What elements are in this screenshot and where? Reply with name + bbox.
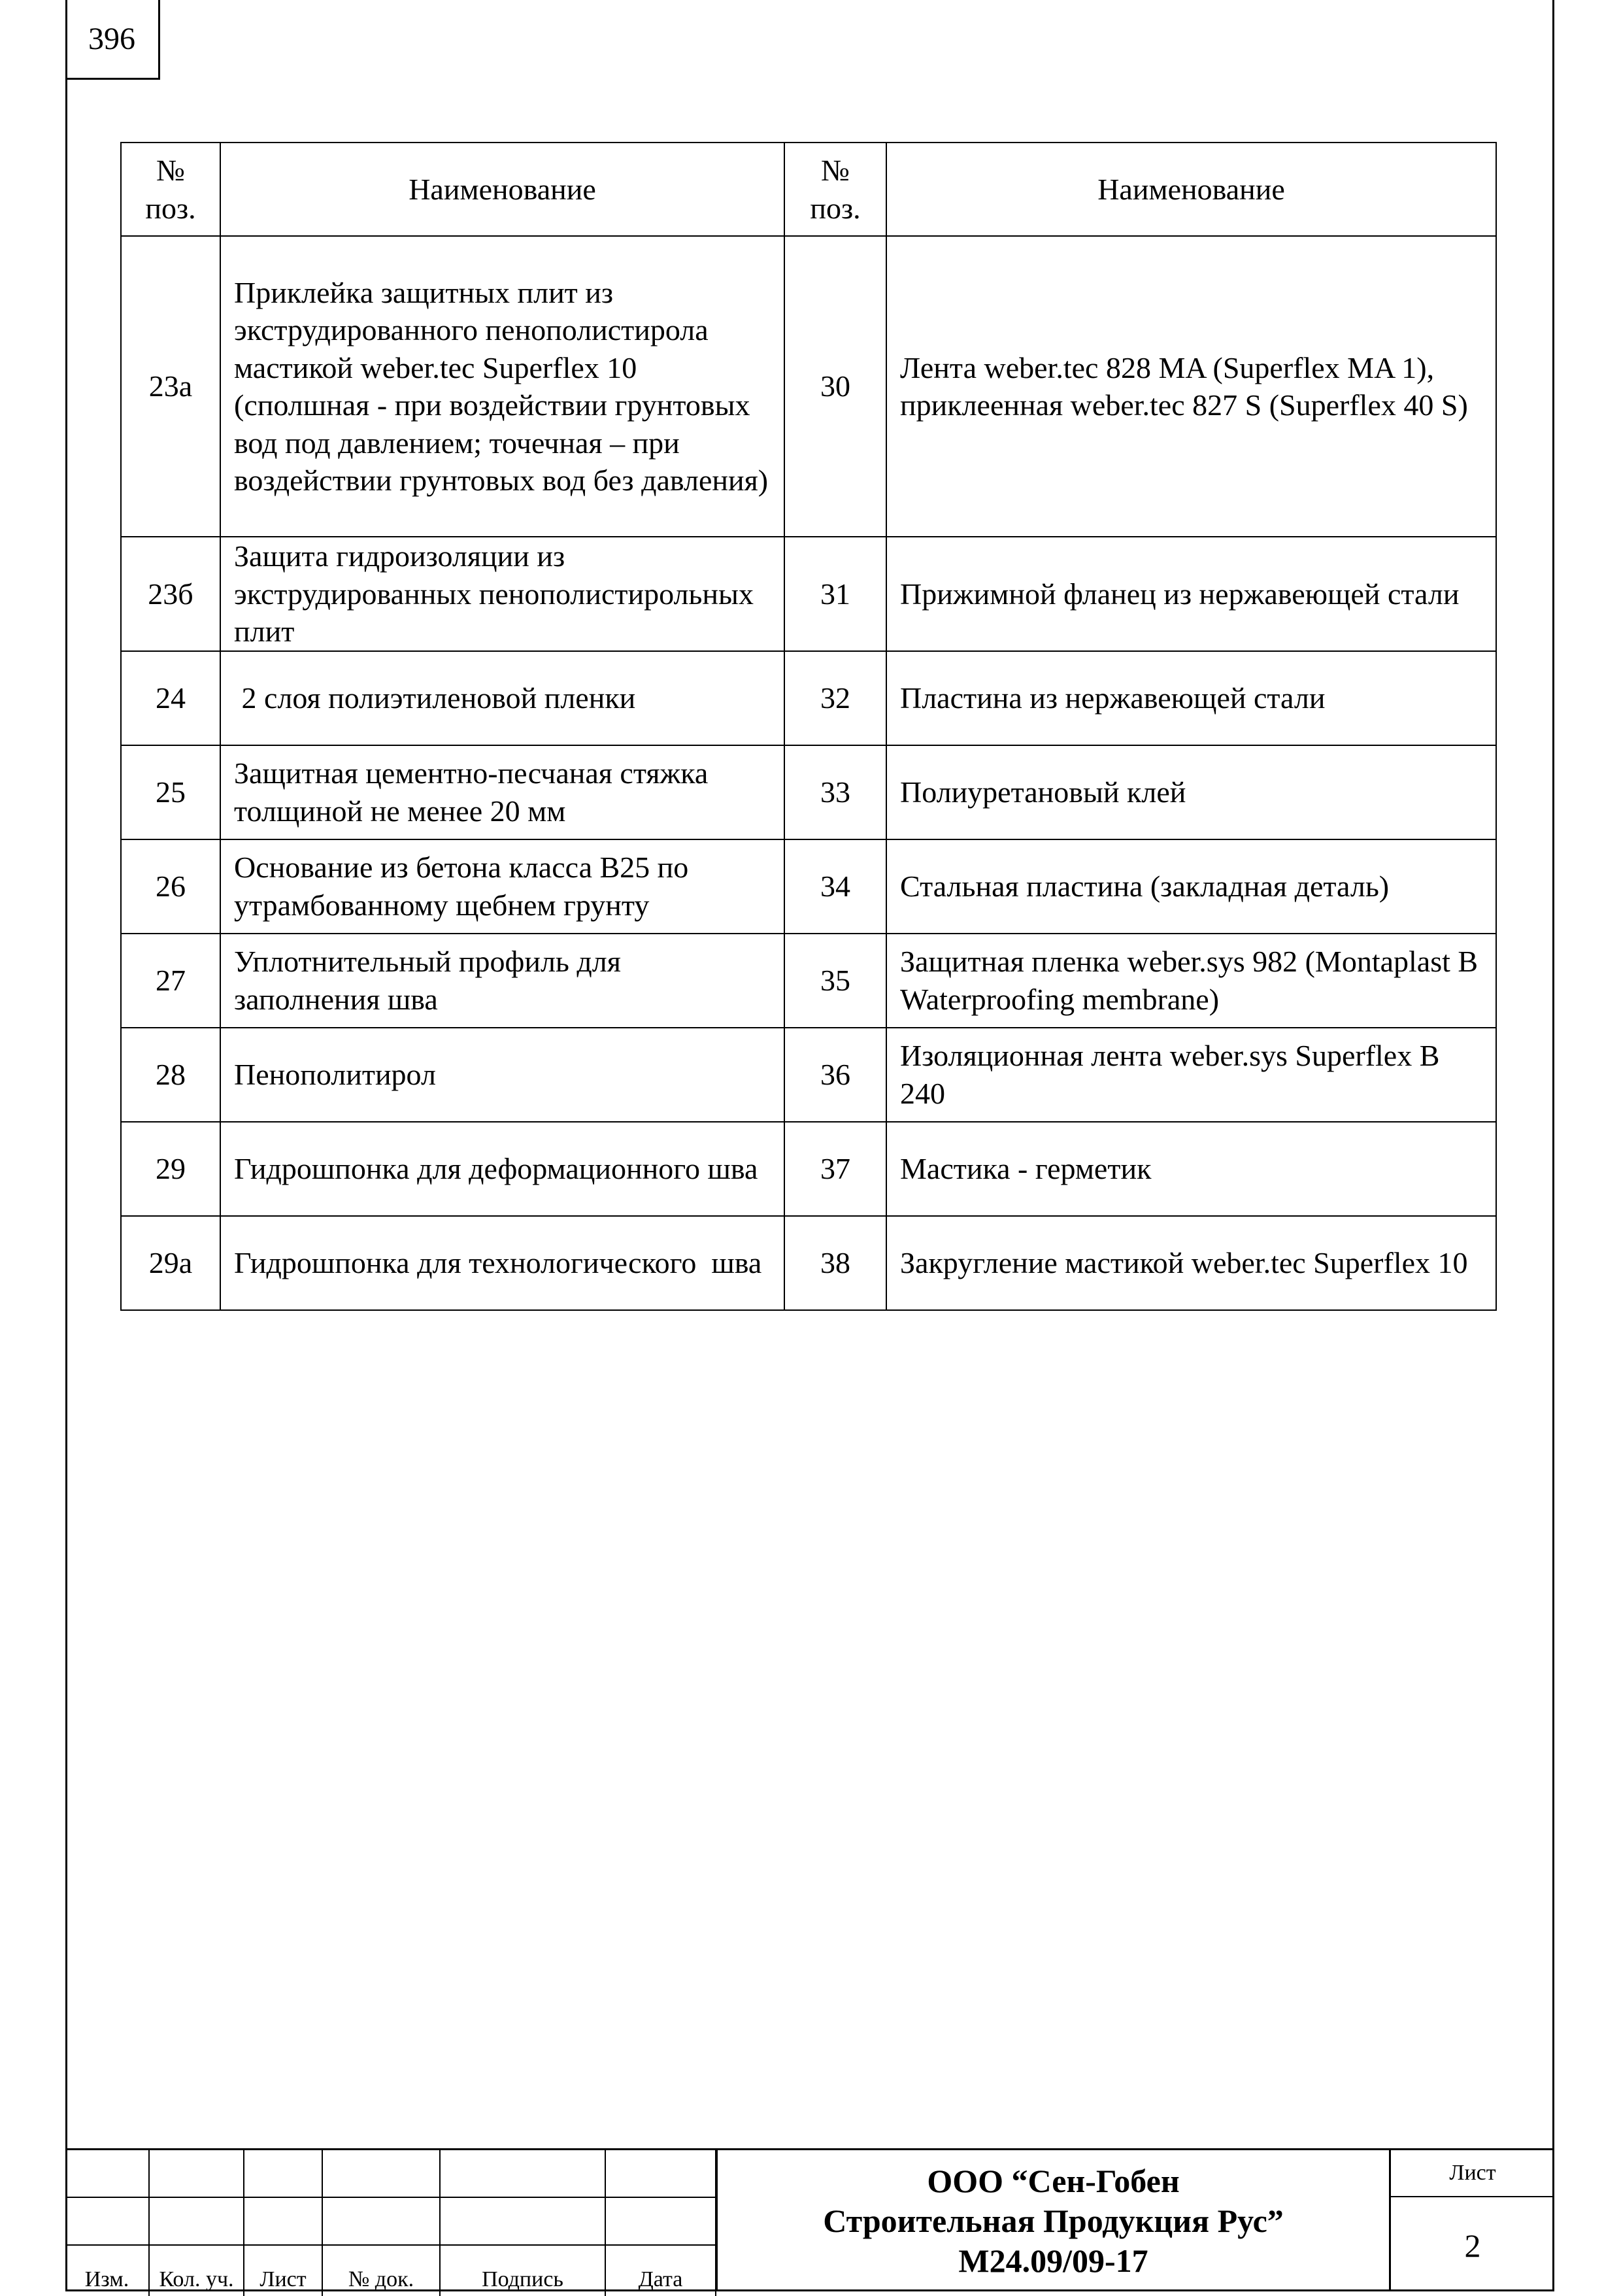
organization-block [716, 2148, 1389, 2291]
table-header-row [121, 143, 1496, 236]
table-row [121, 236, 1496, 537]
table-row [121, 1216, 1496, 1310]
page-number: 396 [65, 0, 160, 80]
position-number: 24 [121, 651, 220, 745]
header-name-right: Наименование [886, 143, 1496, 236]
col-sheet: Лист [244, 2245, 322, 2296]
table-row [121, 745, 1496, 839]
header-num-left: № поз. [121, 143, 220, 236]
specification-table [120, 142, 1497, 1311]
sheet-label: Лист [1391, 2150, 1554, 2197]
position-number: 29а [121, 1216, 220, 1310]
item-name: Защитная цементно-песчаная стяжка толщиной не менее 20 мм [220, 745, 784, 839]
position-number: 29 [121, 1122, 220, 1216]
position-number: 23а [121, 236, 220, 537]
header-num-right: № поз. [784, 143, 886, 236]
item-name: Стальная пластина (закладная деталь) [886, 839, 1496, 934]
sheet-block [1389, 2148, 1554, 2291]
document-code: М24.09/09-17 [958, 2242, 1148, 2279]
item-name: Мастика - герметик [886, 1122, 1496, 1216]
table-row [121, 839, 1496, 934]
item-name: Полиуретановый клей [886, 745, 1496, 839]
col-count: Кол. уч. [149, 2245, 244, 2296]
revision-header-row [65, 2245, 716, 2296]
item-name: Защитная пленка weber.sys 982 (Montaplast B Waterproofing membrane) [886, 934, 1496, 1028]
item-name: Гидрошпонка для технологического шва [220, 1216, 784, 1310]
col-date: Дата [605, 2245, 716, 2296]
table-row [121, 934, 1496, 1028]
item-name: Защита гидроизоляции из экструдированных пенополистирольных плит [220, 537, 784, 651]
item-name: Пластина из нержавеющей стали [886, 651, 1496, 745]
position-number: 33 [784, 745, 886, 839]
position-number: 25 [121, 745, 220, 839]
org-name-line1: ООО “Сен-Гобен [927, 2162, 1180, 2199]
position-number: 36 [784, 1028, 886, 1122]
sheet-number: 2 [1464, 2227, 1481, 2264]
revision-row [65, 2150, 716, 2198]
item-name: Уплотнительный профиль для заполнения шва [220, 934, 784, 1028]
item-name: 2 слоя полиэтиленовой пленки [220, 651, 784, 745]
position-number: 23б [121, 537, 220, 651]
table-row [121, 1122, 1496, 1216]
position-number: 27 [121, 934, 220, 1028]
revision-grid [65, 2148, 716, 2296]
position-number: 37 [784, 1122, 886, 1216]
item-name: Основание из бетона класса В25 по утрамбованному щебнем грунту [220, 839, 784, 934]
item-name: Изоляционная лента weber.sys Superflex B 240 [886, 1028, 1496, 1122]
col-signature: Подпись [440, 2245, 605, 2296]
position-number: 30 [784, 236, 886, 537]
table-row [121, 651, 1496, 745]
position-number: 28 [121, 1028, 220, 1122]
title-block [65, 2148, 1554, 2291]
position-number: 31 [784, 537, 886, 651]
position-number: 34 [784, 839, 886, 934]
col-doc-number: № док. [322, 2245, 440, 2296]
position-number: 35 [784, 934, 886, 1028]
item-name: Приклейка защитных плит из экструдированного пенополистирола мастикой weber.tec Superflex 10 (сполшная - при воздействии грунтовых вод под давлением; точечная – при воздействии грунтовых вод без давления) [220, 236, 784, 537]
item-name: Прижимной фланец из нержавеющей стали [886, 537, 1496, 651]
table-row [121, 537, 1496, 651]
header-name-left: Наименование [220, 143, 784, 236]
item-name: Пенополитирол [220, 1028, 784, 1122]
revision-row [65, 2197, 716, 2245]
item-name: Гидрошпонка для деформационного шва [220, 1122, 784, 1216]
item-name: Лента weber.tec 828 MA (Superflex MA 1), приклеенная weber.tec 827 S (Superflex 40 S) [886, 236, 1496, 537]
col-change: Изм. [65, 2245, 149, 2296]
table-row [121, 1028, 1496, 1122]
position-number: 38 [784, 1216, 886, 1310]
org-name-line2: Строительная Продукция Рус” [823, 2202, 1284, 2239]
position-number: 32 [784, 651, 886, 745]
position-number: 26 [121, 839, 220, 934]
item-name: Закругление мастикой weber.tec Superflex 10 [886, 1216, 1496, 1310]
